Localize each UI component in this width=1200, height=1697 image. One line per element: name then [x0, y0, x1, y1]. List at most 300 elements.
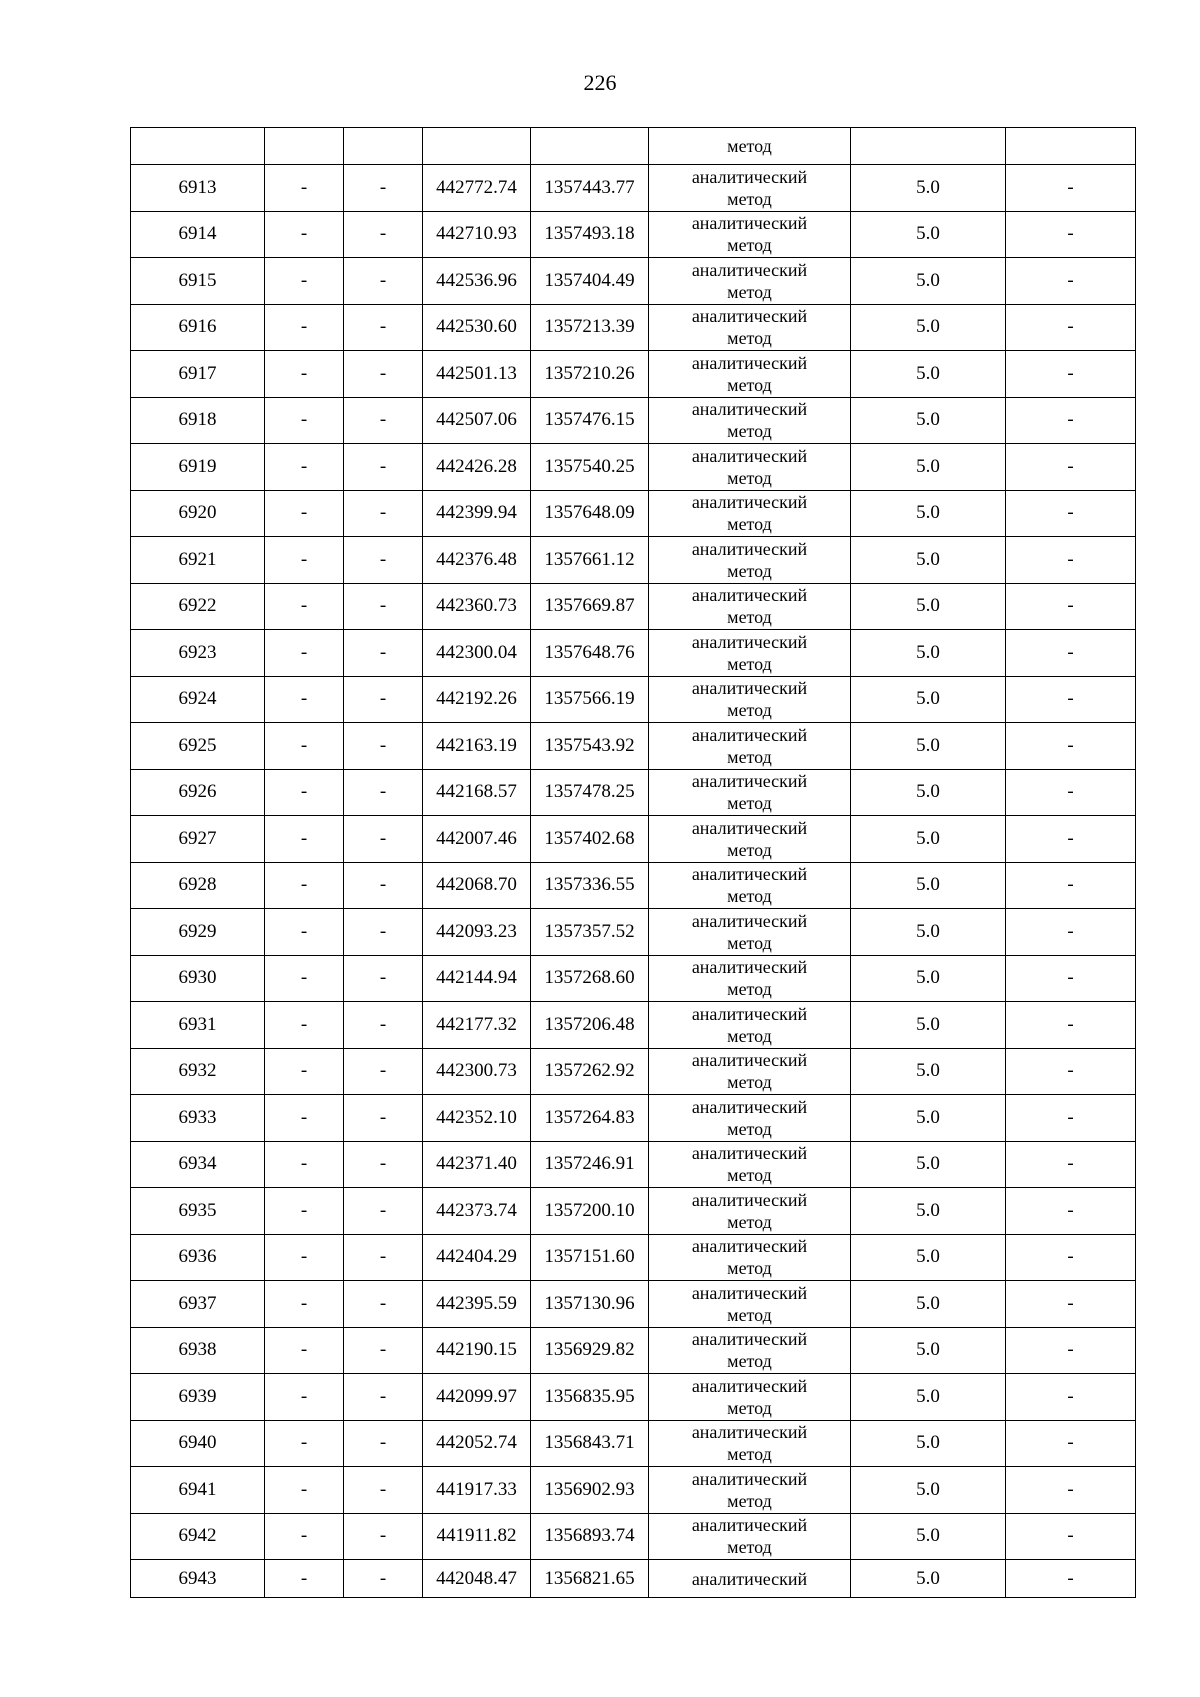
cell-col8: - — [1006, 490, 1136, 537]
cell-method — [649, 1513, 851, 1560]
cell-point-number: 6942 — [131, 1513, 265, 1560]
cell-col2: - — [265, 304, 344, 351]
table-row — [131, 1513, 1136, 1560]
table-row — [131, 1048, 1136, 1095]
cell-x-coordinate: 442376.48 — [423, 537, 531, 584]
table-row — [131, 1095, 1136, 1142]
method-line: аналитический — [691, 1375, 808, 1396]
cell-method — [649, 490, 851, 537]
cell-x-coordinate: 442068.70 — [423, 862, 531, 909]
cell-col8: - — [1006, 397, 1136, 444]
cell-col3: - — [344, 537, 423, 584]
cell-col3: - — [344, 1048, 423, 1095]
cell-accuracy: 5.0 — [851, 630, 1006, 677]
cell-col2: - — [265, 537, 344, 584]
cell-y-coordinate: 1357206.48 — [531, 1002, 649, 1049]
table-row — [131, 909, 1136, 956]
cell-y-coordinate: 1357262.92 — [531, 1048, 649, 1095]
cell-col8: - — [1006, 1002, 1136, 1049]
method-line: аналитический — [691, 259, 808, 280]
cell-method — [649, 1002, 851, 1049]
cell-x-coordinate: 442093.23 — [423, 909, 531, 956]
cell-col3: - — [344, 1560, 423, 1598]
cell-point-number: 6932 — [131, 1048, 265, 1095]
method-line: аналитический — [691, 1329, 808, 1350]
cell-x-coordinate: 442352.10 — [423, 1095, 531, 1142]
cell-x-coordinate: 442052.74 — [423, 1420, 531, 1467]
cell-accuracy: 5.0 — [851, 769, 1006, 816]
cell-accuracy: 5.0 — [851, 258, 1006, 305]
method-line: метод — [727, 1537, 772, 1558]
cell-col3: - — [344, 258, 423, 305]
cell-method — [649, 1141, 851, 1188]
cell-x-coordinate: 442300.73 — [423, 1048, 531, 1095]
method-line: метод — [727, 1304, 772, 1325]
cell-point-number: 6939 — [131, 1374, 265, 1421]
method-line: аналитический — [691, 1236, 808, 1257]
cell-col3: - — [344, 583, 423, 630]
method-line: аналитический — [691, 864, 808, 885]
method-line: аналитический — [691, 631, 808, 652]
method-line: метод — [727, 700, 772, 721]
cell-y-coordinate: 1357210.26 — [531, 351, 649, 398]
cell-y-coordinate: 1357151.60 — [531, 1234, 649, 1281]
cell-col2: - — [265, 769, 344, 816]
cell-x-coordinate: 442404.29 — [423, 1234, 531, 1281]
cell-point-number: 6941 — [131, 1467, 265, 1514]
cell-empty — [265, 128, 344, 165]
method-line: аналитический — [691, 445, 808, 466]
cell-point-number: 6927 — [131, 816, 265, 863]
method-line: метод — [727, 235, 772, 256]
cell-col2: - — [265, 490, 344, 537]
cell-accuracy: 5.0 — [851, 397, 1006, 444]
table-row — [131, 1281, 1136, 1328]
table-row — [131, 1327, 1136, 1374]
cell-method — [649, 128, 851, 165]
table-row — [131, 676, 1136, 723]
cell-empty — [131, 128, 265, 165]
cell-point-number: 6917 — [131, 351, 265, 398]
method-line: аналитический — [691, 771, 808, 792]
cell-y-coordinate: 1357669.87 — [531, 583, 649, 630]
cell-point-number: 6926 — [131, 769, 265, 816]
method-line: метод — [727, 467, 772, 488]
table-row — [131, 1141, 1136, 1188]
cell-col3: - — [344, 444, 423, 491]
cell-x-coordinate: 442177.32 — [423, 1002, 531, 1049]
cell-x-coordinate: 442772.74 — [423, 165, 531, 212]
cell-y-coordinate: 1356843.71 — [531, 1420, 649, 1467]
cell-point-number: 6914 — [131, 211, 265, 258]
cell-accuracy: 5.0 — [851, 862, 1006, 909]
cell-y-coordinate: 1357648.09 — [531, 490, 649, 537]
cell-col3: - — [344, 1420, 423, 1467]
method-line: аналитический — [691, 492, 808, 513]
method-line: аналитический — [691, 957, 808, 978]
cell-y-coordinate: 1357648.76 — [531, 630, 649, 677]
cell-col3: - — [344, 1467, 423, 1514]
cell-method — [649, 1467, 851, 1514]
table-row — [131, 1234, 1136, 1281]
cell-method — [649, 955, 851, 1002]
cell-y-coordinate: 1357661.12 — [531, 537, 649, 584]
cell-method — [649, 1327, 851, 1374]
cell-accuracy: 5.0 — [851, 909, 1006, 956]
cell-y-coordinate: 1356893.74 — [531, 1513, 649, 1560]
method-line: метод — [727, 932, 772, 953]
method-line: аналитический — [691, 1143, 808, 1164]
cell-x-coordinate: 442048.47 — [423, 1560, 531, 1598]
method-line: метод — [727, 1211, 772, 1232]
cell-y-coordinate: 1357566.19 — [531, 676, 649, 723]
table-body — [131, 128, 1136, 1598]
cell-col8: - — [1006, 1234, 1136, 1281]
coordinates-table — [130, 127, 1136, 1598]
cell-point-number: 6928 — [131, 862, 265, 909]
cell-point-number: 6931 — [131, 1002, 265, 1049]
cell-x-coordinate: 442536.96 — [423, 258, 531, 305]
cell-accuracy: 5.0 — [851, 537, 1006, 584]
cell-method — [649, 1095, 851, 1142]
method-line: аналитический — [691, 724, 808, 745]
cell-method — [649, 676, 851, 723]
table-row — [131, 583, 1136, 630]
cell-point-number: 6913 — [131, 165, 265, 212]
cell-x-coordinate: 442300.04 — [423, 630, 531, 677]
table-row — [131, 1374, 1136, 1421]
cell-x-coordinate: 442007.46 — [423, 816, 531, 863]
method-line: аналитический — [691, 1468, 808, 1489]
table-row — [131, 1002, 1136, 1049]
cell-method — [649, 1420, 851, 1467]
cell-empty — [1006, 128, 1136, 165]
method-line: аналитический — [691, 306, 808, 327]
cell-col2: - — [265, 1141, 344, 1188]
cell-x-coordinate: 442168.57 — [423, 769, 531, 816]
cell-col2: - — [265, 1420, 344, 1467]
method-line: метод — [727, 839, 772, 860]
cell-point-number: 6935 — [131, 1188, 265, 1235]
cell-col3: - — [344, 816, 423, 863]
cell-col8: - — [1006, 1513, 1136, 1560]
cell-col8: - — [1006, 1141, 1136, 1188]
method-line: аналитический — [691, 1096, 808, 1117]
cell-point-number: 6936 — [131, 1234, 265, 1281]
cell-x-coordinate: 442426.28 — [423, 444, 531, 491]
cell-col2: - — [265, 1327, 344, 1374]
cell-col2: - — [265, 1234, 344, 1281]
cell-accuracy: 5.0 — [851, 1141, 1006, 1188]
cell-method — [649, 1234, 851, 1281]
cell-method — [649, 444, 851, 491]
table-row — [131, 397, 1136, 444]
cell-method — [649, 397, 851, 444]
method-line: аналитический — [691, 1515, 808, 1536]
cell-col8: - — [1006, 165, 1136, 212]
cell-accuracy: 5.0 — [851, 490, 1006, 537]
cell-col2: - — [265, 723, 344, 770]
cell-y-coordinate: 1357268.60 — [531, 955, 649, 1002]
cell-method — [649, 583, 851, 630]
cell-col2: - — [265, 955, 344, 1002]
cell-col2: - — [265, 1467, 344, 1514]
table-row — [131, 537, 1136, 584]
cell-point-number: 6930 — [131, 955, 265, 1002]
cell-method — [649, 630, 851, 677]
cell-col3: - — [344, 1327, 423, 1374]
cell-col8: - — [1006, 816, 1136, 863]
cell-col3: - — [344, 351, 423, 398]
cell-accuracy: 5.0 — [851, 1281, 1006, 1328]
cell-method — [649, 258, 851, 305]
cell-method — [649, 304, 851, 351]
cell-accuracy: 5.0 — [851, 304, 1006, 351]
cell-col8: - — [1006, 583, 1136, 630]
cell-accuracy: 5.0 — [851, 165, 1006, 212]
cell-method — [649, 862, 851, 909]
method-line: метод — [727, 1351, 772, 1372]
cell-x-coordinate: 442163.19 — [423, 723, 531, 770]
cell-y-coordinate: 1357478.25 — [531, 769, 649, 816]
method-line: аналитический — [691, 910, 808, 931]
cell-col3: - — [344, 909, 423, 956]
cell-method — [649, 816, 851, 863]
method-line: аналитический — [691, 399, 808, 420]
method-line: аналитический — [691, 1189, 808, 1210]
method-line: аналитический — [691, 1003, 808, 1024]
continued-row — [131, 128, 1136, 165]
cell-accuracy: 5.0 — [851, 1374, 1006, 1421]
cell-col8: - — [1006, 1095, 1136, 1142]
cell-col8: - — [1006, 1281, 1136, 1328]
table-row — [131, 862, 1136, 909]
cell-method — [649, 1374, 851, 1421]
table-row — [131, 490, 1136, 537]
method-line: метод — [727, 1118, 772, 1139]
method-line: метод — [727, 1258, 772, 1279]
cell-col3: - — [344, 676, 423, 723]
method-line: метод — [727, 281, 772, 302]
method-line: аналитический — [691, 678, 808, 699]
cell-point-number: 6919 — [131, 444, 265, 491]
cell-empty — [344, 128, 423, 165]
cell-method — [649, 351, 851, 398]
method-line: метод — [727, 374, 772, 395]
table-row — [131, 211, 1136, 258]
cell-col8: - — [1006, 723, 1136, 770]
cell-y-coordinate: 1356835.95 — [531, 1374, 649, 1421]
cell-accuracy: 5.0 — [851, 676, 1006, 723]
cell-x-coordinate: 441917.33 — [423, 1467, 531, 1514]
table-row — [131, 444, 1136, 491]
cell-col8: - — [1006, 444, 1136, 491]
cell-col3: - — [344, 1002, 423, 1049]
method-line: метод — [727, 1025, 772, 1046]
cell-method — [649, 769, 851, 816]
cell-col3: - — [344, 1095, 423, 1142]
cell-empty — [423, 128, 531, 165]
table-row — [131, 304, 1136, 351]
cell-x-coordinate: 441911.82 — [423, 1513, 531, 1560]
cell-col8: - — [1006, 1188, 1136, 1235]
cell-col2: - — [265, 1188, 344, 1235]
method-line: метод — [727, 886, 772, 907]
cell-col3: - — [344, 165, 423, 212]
cell-col3: - — [344, 1234, 423, 1281]
cell-method — [649, 537, 851, 584]
method-line: метод — [727, 1397, 772, 1418]
cell-col3: - — [344, 1188, 423, 1235]
table-row — [131, 630, 1136, 677]
cell-x-coordinate: 442192.26 — [423, 676, 531, 723]
cell-col2: - — [265, 583, 344, 630]
cell-y-coordinate: 1356821.65 — [531, 1560, 649, 1598]
cell-accuracy: 5.0 — [851, 1234, 1006, 1281]
cell-col8: - — [1006, 909, 1136, 956]
method-line: метод — [727, 136, 772, 156]
cell-col2: - — [265, 1560, 344, 1598]
cell-y-coordinate: 1357264.83 — [531, 1095, 649, 1142]
cell-point-number: 6938 — [131, 1327, 265, 1374]
cell-point-number: 6940 — [131, 1420, 265, 1467]
cell-col3: - — [344, 630, 423, 677]
cell-point-number: 6915 — [131, 258, 265, 305]
cell-y-coordinate: 1357443.77 — [531, 165, 649, 212]
cell-x-coordinate: 442144.94 — [423, 955, 531, 1002]
cell-col3: - — [344, 304, 423, 351]
cell-y-coordinate: 1357246.91 — [531, 1141, 649, 1188]
cell-y-coordinate: 1357336.55 — [531, 862, 649, 909]
cell-y-coordinate: 1356902.93 — [531, 1467, 649, 1514]
cell-method — [649, 211, 851, 258]
cell-col8: - — [1006, 955, 1136, 1002]
cell-col3: - — [344, 397, 423, 444]
cell-col3: - — [344, 1513, 423, 1560]
cell-col8: - — [1006, 304, 1136, 351]
cell-col3: - — [344, 723, 423, 770]
cell-col8: - — [1006, 211, 1136, 258]
cell-col2: - — [265, 1002, 344, 1049]
cell-point-number: 6934 — [131, 1141, 265, 1188]
method-line: метод — [727, 1165, 772, 1186]
cell-col2: - — [265, 258, 344, 305]
cell-col2: - — [265, 397, 344, 444]
cell-method — [649, 1188, 851, 1235]
cell-method — [649, 1048, 851, 1095]
cell-col2: - — [265, 1048, 344, 1095]
cell-y-coordinate: 1357357.52 — [531, 909, 649, 956]
table-row — [131, 723, 1136, 770]
cell-col3: - — [344, 769, 423, 816]
cell-point-number: 6923 — [131, 630, 265, 677]
cell-accuracy: 5.0 — [851, 1560, 1006, 1598]
method-line: метод — [727, 607, 772, 628]
cell-col3: - — [344, 1141, 423, 1188]
cell-y-coordinate: 1356929.82 — [531, 1327, 649, 1374]
cell-y-coordinate: 1357200.10 — [531, 1188, 649, 1235]
cell-x-coordinate: 442501.13 — [423, 351, 531, 398]
cell-col2: - — [265, 676, 344, 723]
cell-accuracy: 5.0 — [851, 1188, 1006, 1235]
method-line: аналитический — [691, 166, 808, 187]
cell-accuracy: 5.0 — [851, 211, 1006, 258]
cell-point-number: 6924 — [131, 676, 265, 723]
cell-y-coordinate: 1357213.39 — [531, 304, 649, 351]
cell-point-number: 6933 — [131, 1095, 265, 1142]
method-line: метод — [727, 1490, 772, 1511]
cell-y-coordinate: 1357404.49 — [531, 258, 649, 305]
cell-x-coordinate: 442710.93 — [423, 211, 531, 258]
cell-y-coordinate: 1357540.25 — [531, 444, 649, 491]
cell-method — [649, 165, 851, 212]
cell-empty — [851, 128, 1006, 165]
cell-col2: - — [265, 909, 344, 956]
table-row — [131, 1420, 1136, 1467]
method-line: аналитический — [691, 1282, 808, 1303]
table-row — [131, 165, 1136, 212]
cell-col8: - — [1006, 862, 1136, 909]
cell-method — [649, 1281, 851, 1328]
table-row — [131, 1467, 1136, 1514]
cell-col2: - — [265, 816, 344, 863]
table-row — [131, 258, 1136, 305]
cell-col3: - — [344, 211, 423, 258]
cell-col2: - — [265, 630, 344, 677]
method-line: аналитический — [691, 538, 808, 559]
method-line: аналитический — [691, 1050, 808, 1071]
cell-col2: - — [265, 1095, 344, 1142]
cell-empty — [531, 128, 649, 165]
cell-y-coordinate: 1357476.15 — [531, 397, 649, 444]
cell-point-number: 6922 — [131, 583, 265, 630]
cell-col2: - — [265, 165, 344, 212]
method-line: метод — [727, 188, 772, 209]
method-line: аналитический — [691, 1422, 808, 1443]
cell-col2: - — [265, 1374, 344, 1421]
cell-col2: - — [265, 351, 344, 398]
cell-col8: - — [1006, 769, 1136, 816]
cell-col8: - — [1006, 1048, 1136, 1095]
method-line: метод — [727, 421, 772, 442]
cell-col3: - — [344, 862, 423, 909]
cell-x-coordinate: 442371.40 — [423, 1141, 531, 1188]
cell-col8: - — [1006, 676, 1136, 723]
method-line: аналитический — [691, 585, 808, 606]
cell-accuracy: 5.0 — [851, 351, 1006, 398]
method-line: метод — [727, 653, 772, 674]
cell-accuracy: 5.0 — [851, 1048, 1006, 1095]
cell-x-coordinate: 442399.94 — [423, 490, 531, 537]
cell-y-coordinate: 1357130.96 — [531, 1281, 649, 1328]
cell-accuracy: 5.0 — [851, 955, 1006, 1002]
cell-col2: - — [265, 211, 344, 258]
cell-accuracy: 5.0 — [851, 816, 1006, 863]
cell-y-coordinate: 1357402.68 — [531, 816, 649, 863]
cell-col8: - — [1006, 537, 1136, 584]
cell-col8: - — [1006, 351, 1136, 398]
cell-x-coordinate: 442395.59 — [423, 1281, 531, 1328]
cell-col8: - — [1006, 1467, 1136, 1514]
cell-accuracy: 5.0 — [851, 723, 1006, 770]
method-line: аналитический — [691, 352, 808, 373]
cell-col3: - — [344, 955, 423, 1002]
method-line: аналитический — [691, 817, 808, 838]
cell-method — [649, 909, 851, 956]
table-row — [131, 955, 1136, 1002]
table-row — [131, 816, 1136, 863]
method-line: метод — [727, 514, 772, 535]
